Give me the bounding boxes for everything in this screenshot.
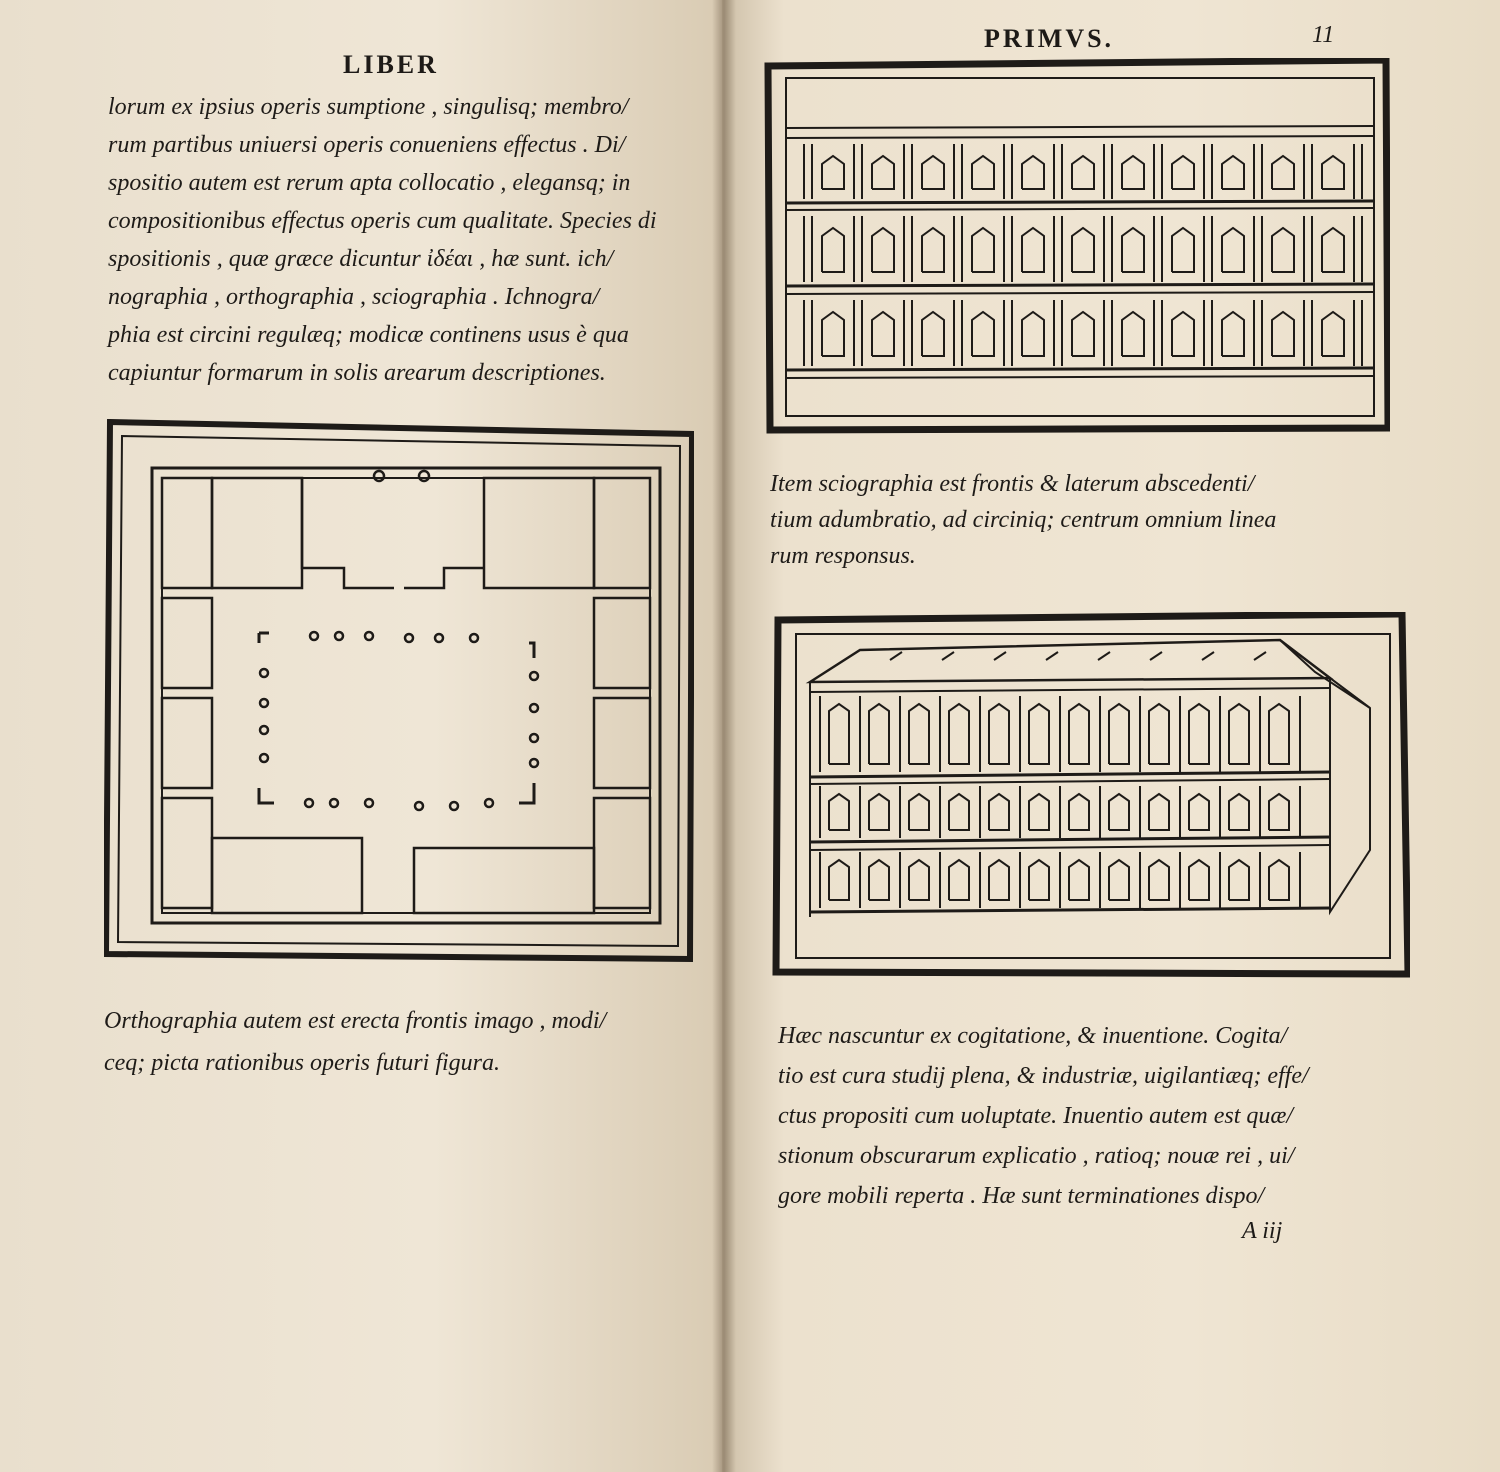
text-line: stionum obscurarum explicatio , ratioq; nouæ rei , ui/ bbox=[778, 1143, 1295, 1169]
page-number: 11 bbox=[1312, 22, 1335, 48]
text-line: spositio autem est rerum apta collocatio , elegansq; in bbox=[108, 170, 631, 196]
facade-elevation-illustration bbox=[764, 58, 1390, 434]
plan-woodcut bbox=[104, 418, 694, 963]
text-line: spositionis , quæ græce dicuntur ἰδέαι , hæ sunt. ich/ bbox=[108, 246, 614, 272]
text-line: rum responsus. bbox=[770, 543, 916, 569]
elevation-woodcut bbox=[764, 58, 1390, 434]
left-caption-text bbox=[104, 1000, 704, 1084]
right-middle-text bbox=[770, 466, 1430, 574]
text-line: gore mobili reperta . Hæ sunt terminationes dispo/ bbox=[778, 1183, 1265, 1209]
text-line: Orthographia autem est erecta frontis imago , modi/ bbox=[104, 1008, 607, 1034]
book-gutter bbox=[712, 0, 736, 1472]
perspective-illustration bbox=[770, 612, 1410, 980]
right-page bbox=[722, 0, 1500, 1472]
text-line: tio est cura studij plena, & industriæ, uigilantiæq; effe/ bbox=[778, 1063, 1309, 1089]
right-bottom-text bbox=[778, 1016, 1438, 1216]
text-line: Item sciographia est frontis & laterum abscedenti/ bbox=[770, 471, 1255, 497]
text-line: rum partibus uniuersi operis conueniens effectus . Di/ bbox=[108, 132, 626, 158]
text-line: compositionibus effectus operis cum qualitate. Species di bbox=[108, 208, 657, 234]
text-line: tium adumbratio, ad circiniq; centrum omnium linea bbox=[770, 507, 1277, 533]
right-running-head: PRIMVS. bbox=[984, 24, 1115, 53]
text-line: capiuntur formarum in solis arearum descriptiones. bbox=[108, 360, 606, 386]
text-line: nographia , orthographia , sciographia . Ichnogra/ bbox=[108, 284, 600, 310]
text-line: lorum ex ipsius operis sumptione , singulisq; membro/ bbox=[108, 94, 629, 120]
text-line: ctus propositi cum uoluptate. Inuentio autem est quæ/ bbox=[778, 1103, 1294, 1129]
text-line: phia est circini regulæq; modicæ continens usus è qua bbox=[108, 322, 629, 348]
text-line: Hæc nascuntur ex cogitatione, & inuentione. Cogita/ bbox=[778, 1023, 1288, 1049]
text-line: ceq; picta rationibus operis futuri figura. bbox=[104, 1050, 500, 1076]
perspective-woodcut bbox=[770, 612, 1410, 980]
left-top-text bbox=[108, 88, 708, 392]
signature-mark: A iij bbox=[1242, 1218, 1283, 1244]
left-page bbox=[0, 0, 722, 1472]
left-running-head: LIBER bbox=[343, 50, 439, 79]
floor-plan-illustration bbox=[104, 418, 694, 963]
